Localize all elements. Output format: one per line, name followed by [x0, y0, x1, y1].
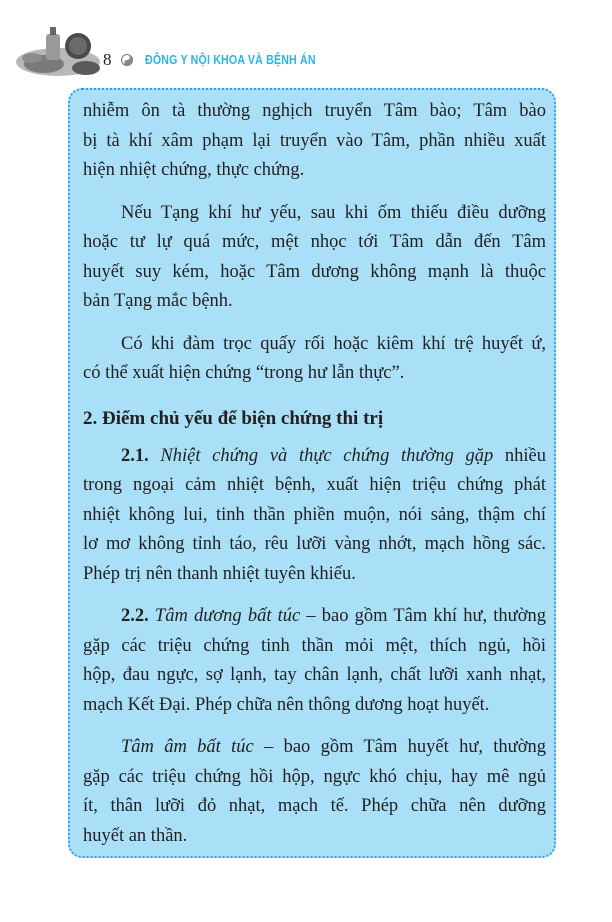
paragraph-2	[83, 199, 546, 317]
text-span: nhiều	[504, 445, 546, 466]
text-line: Phép trị nên thanh nhiệt tuyên khiếu.	[83, 563, 356, 584]
text-line: lơ mơ không tỉnh táo, rêu lưỡi vàng nhớt, mạch hồng sác.	[83, 534, 546, 554]
text-line	[83, 442, 546, 472]
text-line: bản Tạng mắc bệnh.	[83, 291, 233, 311]
text-line: hộp, đau ngực, sợ lạnh, tay chân lạnh, chất lưỡi xanh nhạt,	[83, 665, 546, 685]
yin-yang-icon	[121, 54, 133, 66]
page-number: 8	[103, 50, 112, 69]
text-line: có thể xuất hiện chứng “trong hư lẫn thực”.	[83, 363, 405, 383]
text-line: huyết an thần.	[83, 825, 188, 846]
text-line	[83, 602, 546, 632]
section-title: Nhiệt chứng và thực chứng thường gặp	[160, 445, 494, 466]
text-line: hoặc tư lự quá mức, mệt nhọc tới Tâm dẫn đến Tâm	[83, 232, 546, 252]
text-line: huyết suy kém, hoặc Tâm dương không mạnh là thuộc	[83, 261, 546, 282]
section-number: 2.2.	[121, 606, 149, 626]
page-body	[83, 97, 546, 851]
text-line: Nếu Tạng khí hư yếu, sau khi ốm thiếu điều dưỡng	[121, 202, 546, 223]
section-title: Tâm âm bất túc	[121, 737, 254, 757]
section-tam-am	[83, 733, 546, 851]
text-line: gặp các triệu chứng tinh thần mỏi mệt, thích ngủ, hồi	[83, 635, 546, 656]
text-line	[83, 733, 546, 763]
text-line: Có khi đàm trọc quấy rối hoặc kiêm khí trệ huyết ứ,	[121, 333, 546, 354]
text-line: bị tà khí xâm phạm lại truyển vào Tâm, phần nhiều xuất	[83, 130, 546, 151]
text-line: nhiệt không lui, tinh thần phiền muộn, nói sảng, thậm chí	[83, 504, 546, 525]
text-line: ít, thân lưỡi đỏ nhạt, mạch tế. Phép chữa nên dưỡng	[83, 796, 546, 816]
text-line: hiện nhiệt chứng, thực chứng.	[83, 160, 305, 180]
text-line: gặp các triệu chứng hồi hộp, ngực khó chịu, hay mê ngủ	[83, 766, 546, 787]
section-2-2	[83, 602, 546, 720]
section-heading: 2. Điểm chủ yếu để biện chứng thi trị	[83, 407, 384, 429]
section-2-1	[83, 442, 546, 590]
book-title: ĐÔNG Y NỘI KHOA VÀ BỆNH ÁN	[145, 53, 316, 67]
text-line: mạch Kết Đại. Phép chữa nên thông dương hoạt huyết.	[83, 694, 490, 715]
paragraph-1	[83, 97, 546, 186]
paragraph-3	[83, 330, 546, 389]
text-span: – bao gồm Tâm huyết hư, thường	[264, 737, 546, 757]
text-line: nhiễm ôn tà thường nghịch truyển Tâm bào; Tâm bào	[83, 101, 546, 121]
section-number: 2.1.	[121, 445, 149, 466]
section-title: Tâm dương bất túc	[154, 606, 301, 626]
text-line: trong ngoại cảm nhiệt bệnh, xuất hiện triệu chứng phát	[83, 475, 546, 495]
herbs-illustration	[14, 24, 102, 80]
text-span: – bao gồm Tâm khí hư, thường	[306, 606, 546, 626]
